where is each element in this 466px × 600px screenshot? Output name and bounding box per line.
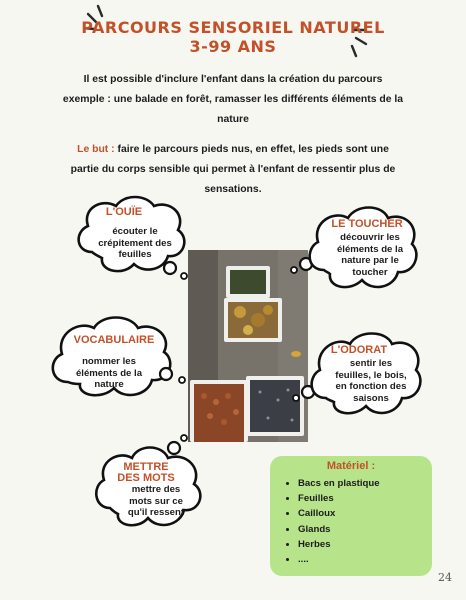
materiel-title: Matériel : xyxy=(326,460,376,472)
cloud-vocabulaire xyxy=(44,312,194,408)
intro-line-3: nature xyxy=(217,114,249,125)
materiel-box xyxy=(270,456,432,576)
page-subtitle: 3-99 ANS xyxy=(189,37,277,56)
list-item: • .... xyxy=(298,552,380,567)
cloud-odorat xyxy=(290,326,428,422)
cloud-odorat-title: L'ODORAT xyxy=(330,344,388,356)
list-item: • Bacs en plastique xyxy=(298,476,380,491)
intro-line-1: Il est possible d'inclure l'enfant dans la création du parcours xyxy=(83,74,383,85)
intro-line-2: exemple : une balade en forêt, ramasser les différents éléments de la xyxy=(62,94,404,105)
goal-line-1 xyxy=(40,140,426,160)
cloud-mettre-des-mots-title: METTRE DES MOTS xyxy=(117,461,175,484)
list-item: • Feuilles xyxy=(298,491,380,506)
materiel-list xyxy=(280,476,380,567)
page-title: PARCOURS SENSORIEL NATUREL xyxy=(81,18,385,37)
cloud-toucher xyxy=(288,200,422,296)
cloud-vocabulaire-title: VOCABULAIRE xyxy=(73,334,155,346)
list-item: • Glands xyxy=(298,522,380,537)
goal-line-3: sensations. xyxy=(204,184,262,195)
page-number: 24 xyxy=(438,571,452,584)
cloud-mettre-des-mots-text: mettre des mots sur ce qu'il ressent xyxy=(127,484,185,518)
cloud-ouie-title: L'OUÏE xyxy=(105,206,143,218)
goal-line-2: partie du corps sensible qui permet à l'enfant de ressentir plus de xyxy=(70,164,396,175)
cloud-vocabulaire-text: nommer les éléments de la nature xyxy=(75,356,143,390)
cloud-mettre-des-mots xyxy=(92,430,210,534)
cloud-ouie xyxy=(72,192,190,282)
list-item: • Herbes xyxy=(298,537,380,552)
goal-text-1: faire le parcours pieds nus, en effet, les pieds sont une xyxy=(114,144,389,155)
cloud-toucher-title: LE TOUCHER xyxy=(331,218,403,230)
goal-label: Le but : xyxy=(77,144,115,155)
list-item: • Cailloux xyxy=(298,506,380,521)
cloud-ouie-text: écouter le crépitement des feuilles xyxy=(98,226,172,260)
cloud-odorat-text: sentir les feuilles, le bois, en fonction des saisons xyxy=(335,358,407,404)
cloud-toucher-text: découvrir les éléments de la nature par le toucher xyxy=(336,232,404,278)
